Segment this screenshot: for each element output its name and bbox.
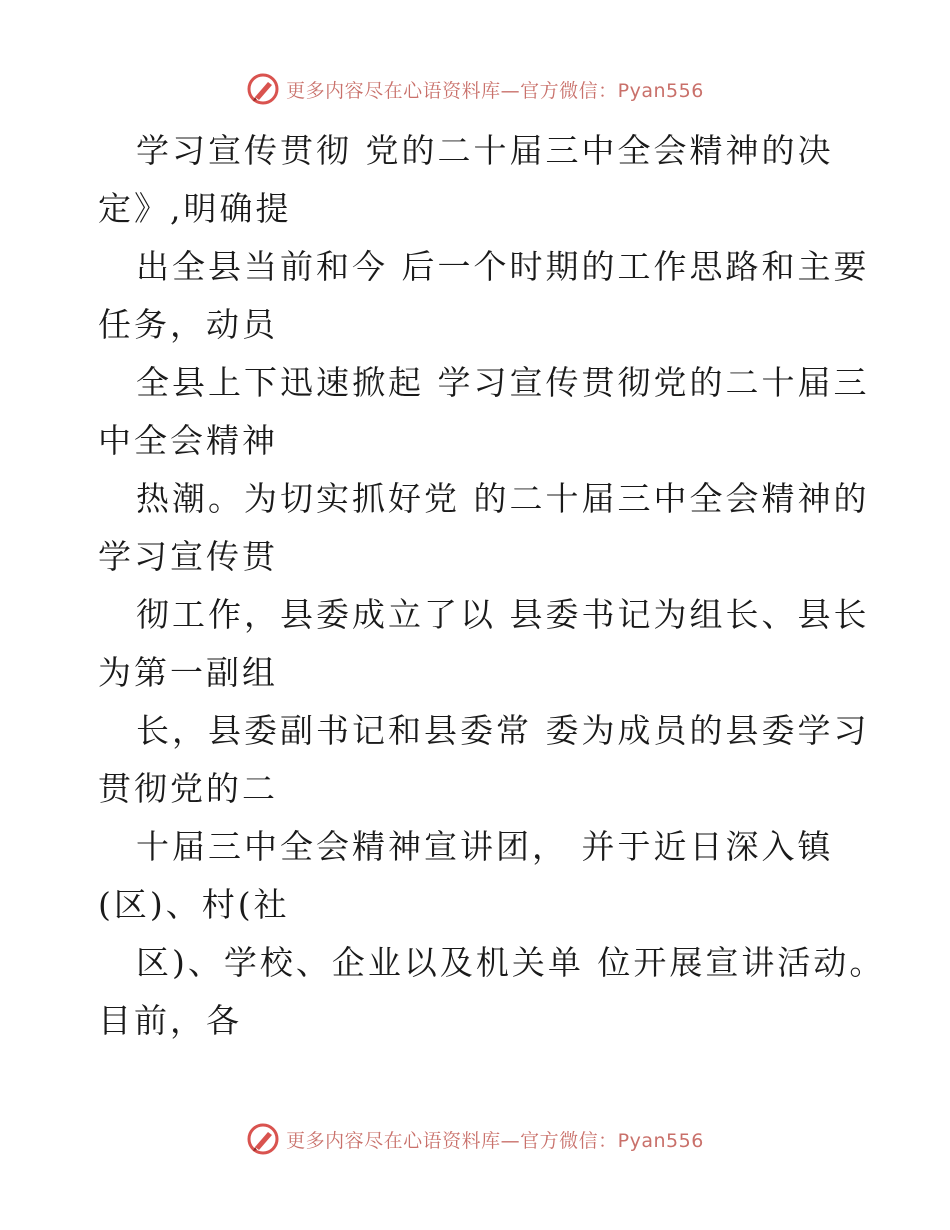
paragraph-5 [98, 586, 870, 702]
text-line: 学习宣传贯 [98, 537, 278, 576]
paragraph-7 [98, 818, 858, 934]
text-line: (区)、村(社 [98, 885, 290, 924]
text-line: 定》,明确提 [98, 189, 292, 228]
text-line: 中全会精神 [98, 421, 278, 460]
paragraph-1 [98, 122, 858, 238]
document-body [98, 122, 886, 1050]
text-line: 学习宣传贯彻 党的二十届三中全会精神的决 [136, 131, 834, 170]
text-line: 为第一副组 [98, 653, 278, 692]
pen-logo-icon [246, 1122, 280, 1156]
paragraph-6 [98, 702, 870, 818]
pen-logo-icon [246, 72, 280, 106]
footer-banner-text: 更多内容尽在心语资料库—官方微信：Pyan556 [286, 1129, 704, 1152]
paragraph-8 [98, 934, 886, 1050]
text-line: 热潮。为切实抓好党 的二十届三中全会精神的 [136, 479, 870, 518]
text-line: 区)、学校、企业以及机关单 位开展宣讲活动。 [136, 943, 886, 982]
text-line: 出全县当前和今 后一个时期的工作思路和主要 [136, 247, 870, 286]
text-line: 任务，动员 [98, 305, 278, 344]
text-line: 目前，各 [98, 1001, 242, 1040]
text-line: 十届三中全会精神宣讲团， 并于近日深入镇 [136, 827, 834, 866]
text-line: 长，县委副书记和县委常 委为成员的县委学习 [136, 711, 870, 750]
page-header [0, 72, 950, 106]
text-line: 彻工作，县委成立了以 县委书记为组长、县长 [136, 595, 870, 634]
text-line: 全县上下迅速掀起 学习宣传贯彻党的二十届三 [136, 363, 870, 402]
header-banner-text: 更多内容尽在心语资料库—官方微信：Pyan556 [286, 79, 704, 102]
page-footer [0, 1122, 950, 1156]
paragraph-3 [98, 354, 870, 470]
paragraph-2 [98, 238, 870, 354]
paragraph-4 [98, 470, 870, 586]
text-line: 贯彻党的二 [98, 769, 278, 808]
